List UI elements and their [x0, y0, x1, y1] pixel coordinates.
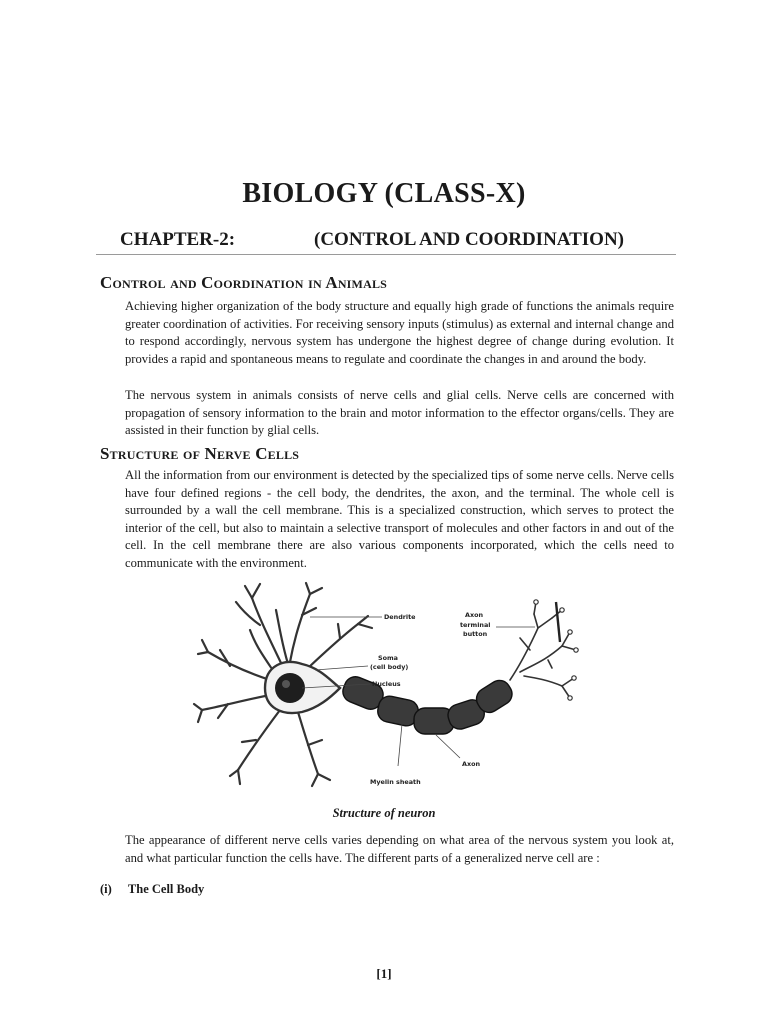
label-axon-terminal-1: Axon: [465, 611, 484, 619]
figure-caption: Structure of neuron: [332, 806, 436, 820]
chapter-title: (CONTROL AND COORDINATION): [314, 229, 625, 250]
label-soma: Soma: [378, 654, 398, 662]
paragraph: The appearance of different nerve cells varies depending on what area of the nervous system you look at, and what particular function the cells have. The different parts of a generalized nerve cell are :: [125, 833, 674, 865]
paragraph: The nervous system in animals consists of nerve cells and glial cells. Nerve cells are concerned with propagation of sensory information to the brain and motor information to the effector organs/cells. They are assisted in their function by glial cells.: [125, 388, 674, 438]
neuron-diagram: [190, 580, 580, 800]
paragraph: Achieving higher organization of the body structure and equally high grade of functions the animals require greater coordination of activities. For receiving sensory inputs (stimulus) as external and internal change and to respond accordingly, nervous system has undergone the highest degree of change during evolution. It provides a rapid and spontaneous means to regulate and coordinate the changes in and around the body.: [125, 299, 674, 366]
myelin-sheath-segments: [340, 673, 517, 734]
nucleus-shape: [275, 673, 305, 703]
label-nucleus: Nucleus: [372, 680, 401, 688]
section-heading-control-coordination: Control and Coordination in Animals: [100, 273, 388, 292]
page-number: [1]: [376, 966, 392, 981]
label-axon-terminal-3: button: [463, 630, 488, 638]
list-item-cell-body: [100, 882, 204, 897]
paragraph: All the information from our environment is detected by the specialized tips of some nerve cells. Nerve cells have four defined regions - the cell body, the dendrites, the axon, and the terminal. The whole cell is surrounded by a wall the cell membrane. This is a specialized construction, which serves to protect the interior of the cell, but also to maintain a selective transport of molecules and other factors in and out of the cell. In the cell membrane there are also various components incorporated, which the cells need to communicate with the environment.: [125, 468, 674, 570]
axon-terminal: [510, 602, 576, 698]
label-dendrite: Dendrite: [384, 613, 416, 621]
label-axon: Axon: [462, 760, 481, 768]
list-item-number: (i): [100, 882, 112, 896]
page-title: BIOLOGY (CLASS-X): [242, 178, 526, 209]
section-heading-nerve-cells: Structure of Nerve Cells: [100, 444, 300, 463]
label-soma-cell-body: (cell body): [370, 663, 409, 671]
list-item-label: The Cell Body: [127, 882, 205, 896]
chapter-heading: [96, 226, 676, 255]
label-axon-terminal-2: terminal: [460, 621, 491, 629]
label-myelin-sheath: Myelin sheath: [370, 778, 421, 786]
chapter-number: CHAPTER-2:: [120, 229, 236, 250]
